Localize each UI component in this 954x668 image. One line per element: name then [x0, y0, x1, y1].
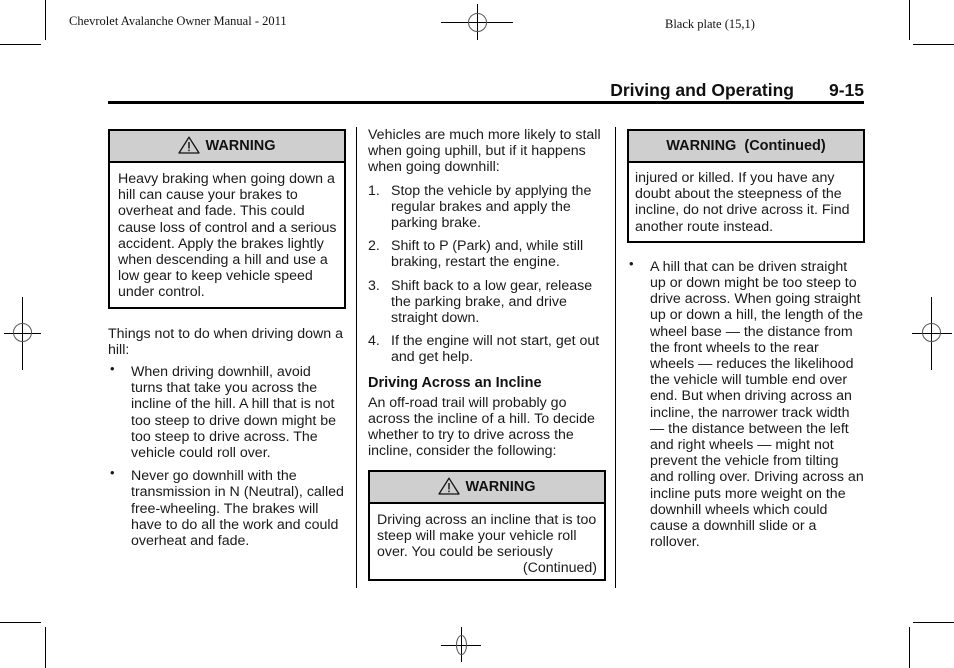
list-item: [108, 361, 346, 462]
step-number: 4.: [368, 333, 380, 350]
step-number: 2.: [368, 238, 380, 255]
warning-box: [108, 129, 346, 309]
list-item: [108, 465, 346, 550]
warning-body: [370, 504, 604, 580]
column-divider-2: [615, 127, 616, 588]
running-head: [108, 80, 864, 100]
warning-header: [629, 131, 863, 163]
warning-title: WARNING: [205, 137, 276, 154]
list-item-text: A hill that can be driven straight up or down might be too steep to drive across. When going straight up or down a hill, the length of the wheel base — the distance from the front wheels to the rear wheels — reduces the likelihood the vehicle will tumble end over end. But when driving across an incline, the narrower track width — the distance between the left and right wheels — might not prevent the vehicle from tilting and rolling over. Driving across an incline puts more weight on the downhill wheels which could cause a downhill slide or a rollover.: [650, 258, 864, 551]
warning-title: WARNING (Continued): [666, 137, 826, 154]
intro-paragraph: Vehicles are much more likely to stall when going uphill, but if it happens when going downhill:: [368, 127, 601, 176]
warning-body: Heavy braking when going down a hill can cause your brakes to overheat and fade. This could cause loss of control and a serious accident. Apply the brakes lightly when descending a hill and use a low gear to keep vehicle speed under control.: [118, 171, 337, 301]
continued-label: (Continued): [522, 560, 597, 577]
slug-plate-info: Black plate (15,1): [665, 17, 755, 31]
warning-header: [110, 131, 344, 163]
step-text: Shift back to a low gear, release the parking brake, and drive straight down.: [391, 277, 593, 327]
slug-document-title: Chevrolet Avalanche Owner Manual - 2011: [69, 14, 287, 28]
bullet-marker: •: [110, 361, 115, 377]
warning-triangle-icon: [438, 477, 460, 495]
column-2: [368, 127, 606, 581]
crop-mark-bl-h: [0, 622, 41, 623]
crop-mark-tr-h: [913, 44, 954, 45]
list-item: [368, 333, 606, 365]
column-divider-1: [356, 127, 357, 588]
registration-mark-right-icon: [912, 297, 954, 371]
warning-title: WARNING: [465, 478, 536, 495]
bullet-list: [627, 255, 865, 551]
list-item-text: When driving downhill, avoid turns that take you across the incline of the hill. A hill that is not too steep to drive down might be too steep to drive across. The vehicle could roll over.: [131, 364, 337, 462]
intro-paragraph: Things not to do when driving down a hill:: [108, 325, 344, 358]
section-title: Driving and Operating: [610, 80, 794, 100]
bullet-list: [108, 361, 346, 550]
warning-box: [368, 470, 606, 582]
registration-mark-top-icon: [441, 4, 515, 40]
crop-mark-tr-v: [909, 0, 910, 40]
step-number: 3.: [368, 277, 380, 294]
crop-mark-br-v: [909, 627, 910, 668]
list-item: [368, 183, 606, 232]
section-heading: Driving Across an Incline: [368, 374, 542, 391]
crop-mark-bl-v: [45, 627, 46, 668]
crop-mark-tl-h: [0, 44, 41, 45]
crop-mark-br-h: [913, 622, 954, 623]
list-item: [368, 278, 606, 327]
column-1: [108, 129, 346, 549]
warning-triangle-icon: [178, 136, 200, 154]
column-3: [627, 129, 865, 550]
bullet-marker: •: [629, 255, 634, 271]
step-number: 1.: [368, 182, 380, 199]
warning-body: injured or killed. If you have any doubt about the steepness of the incline, do not drive across it. Find another route instead.: [635, 170, 850, 235]
header-rule: [108, 101, 864, 104]
body-paragraph: An off-road trail will probably go across the incline of a hill. To decide whether to try to drive across the incline, consider the following:: [368, 394, 595, 460]
step-text: If the engine will not start, get out and get help.: [391, 333, 600, 366]
bullet-marker: •: [110, 465, 115, 481]
numbered-list: [368, 183, 606, 366]
page-number: 9-15: [828, 80, 864, 100]
registration-mark-bottom-icon: [441, 627, 515, 663]
crop-mark-tl-v: [45, 0, 46, 40]
list-item: [627, 255, 865, 551]
step-text: Shift to P (Park) and, while still braking, restart the engine.: [391, 238, 584, 271]
warning-box-continued: [627, 129, 865, 243]
list-item: [368, 238, 606, 270]
step-text: Stop the vehicle by applying the regular brakes and apply the parking brake.: [391, 182, 592, 232]
warning-header: [370, 472, 604, 504]
warning-text: Driving across an incline that is too steep will make your vehicle roll over. You could be seriously: [377, 511, 597, 561]
list-item-text: Never go downhill with the transmission in N (Neutral), called free-wheeling. The brakes will have to do all the work and could overheat and fade.: [131, 468, 344, 550]
registration-mark-left-icon: [4, 297, 42, 371]
